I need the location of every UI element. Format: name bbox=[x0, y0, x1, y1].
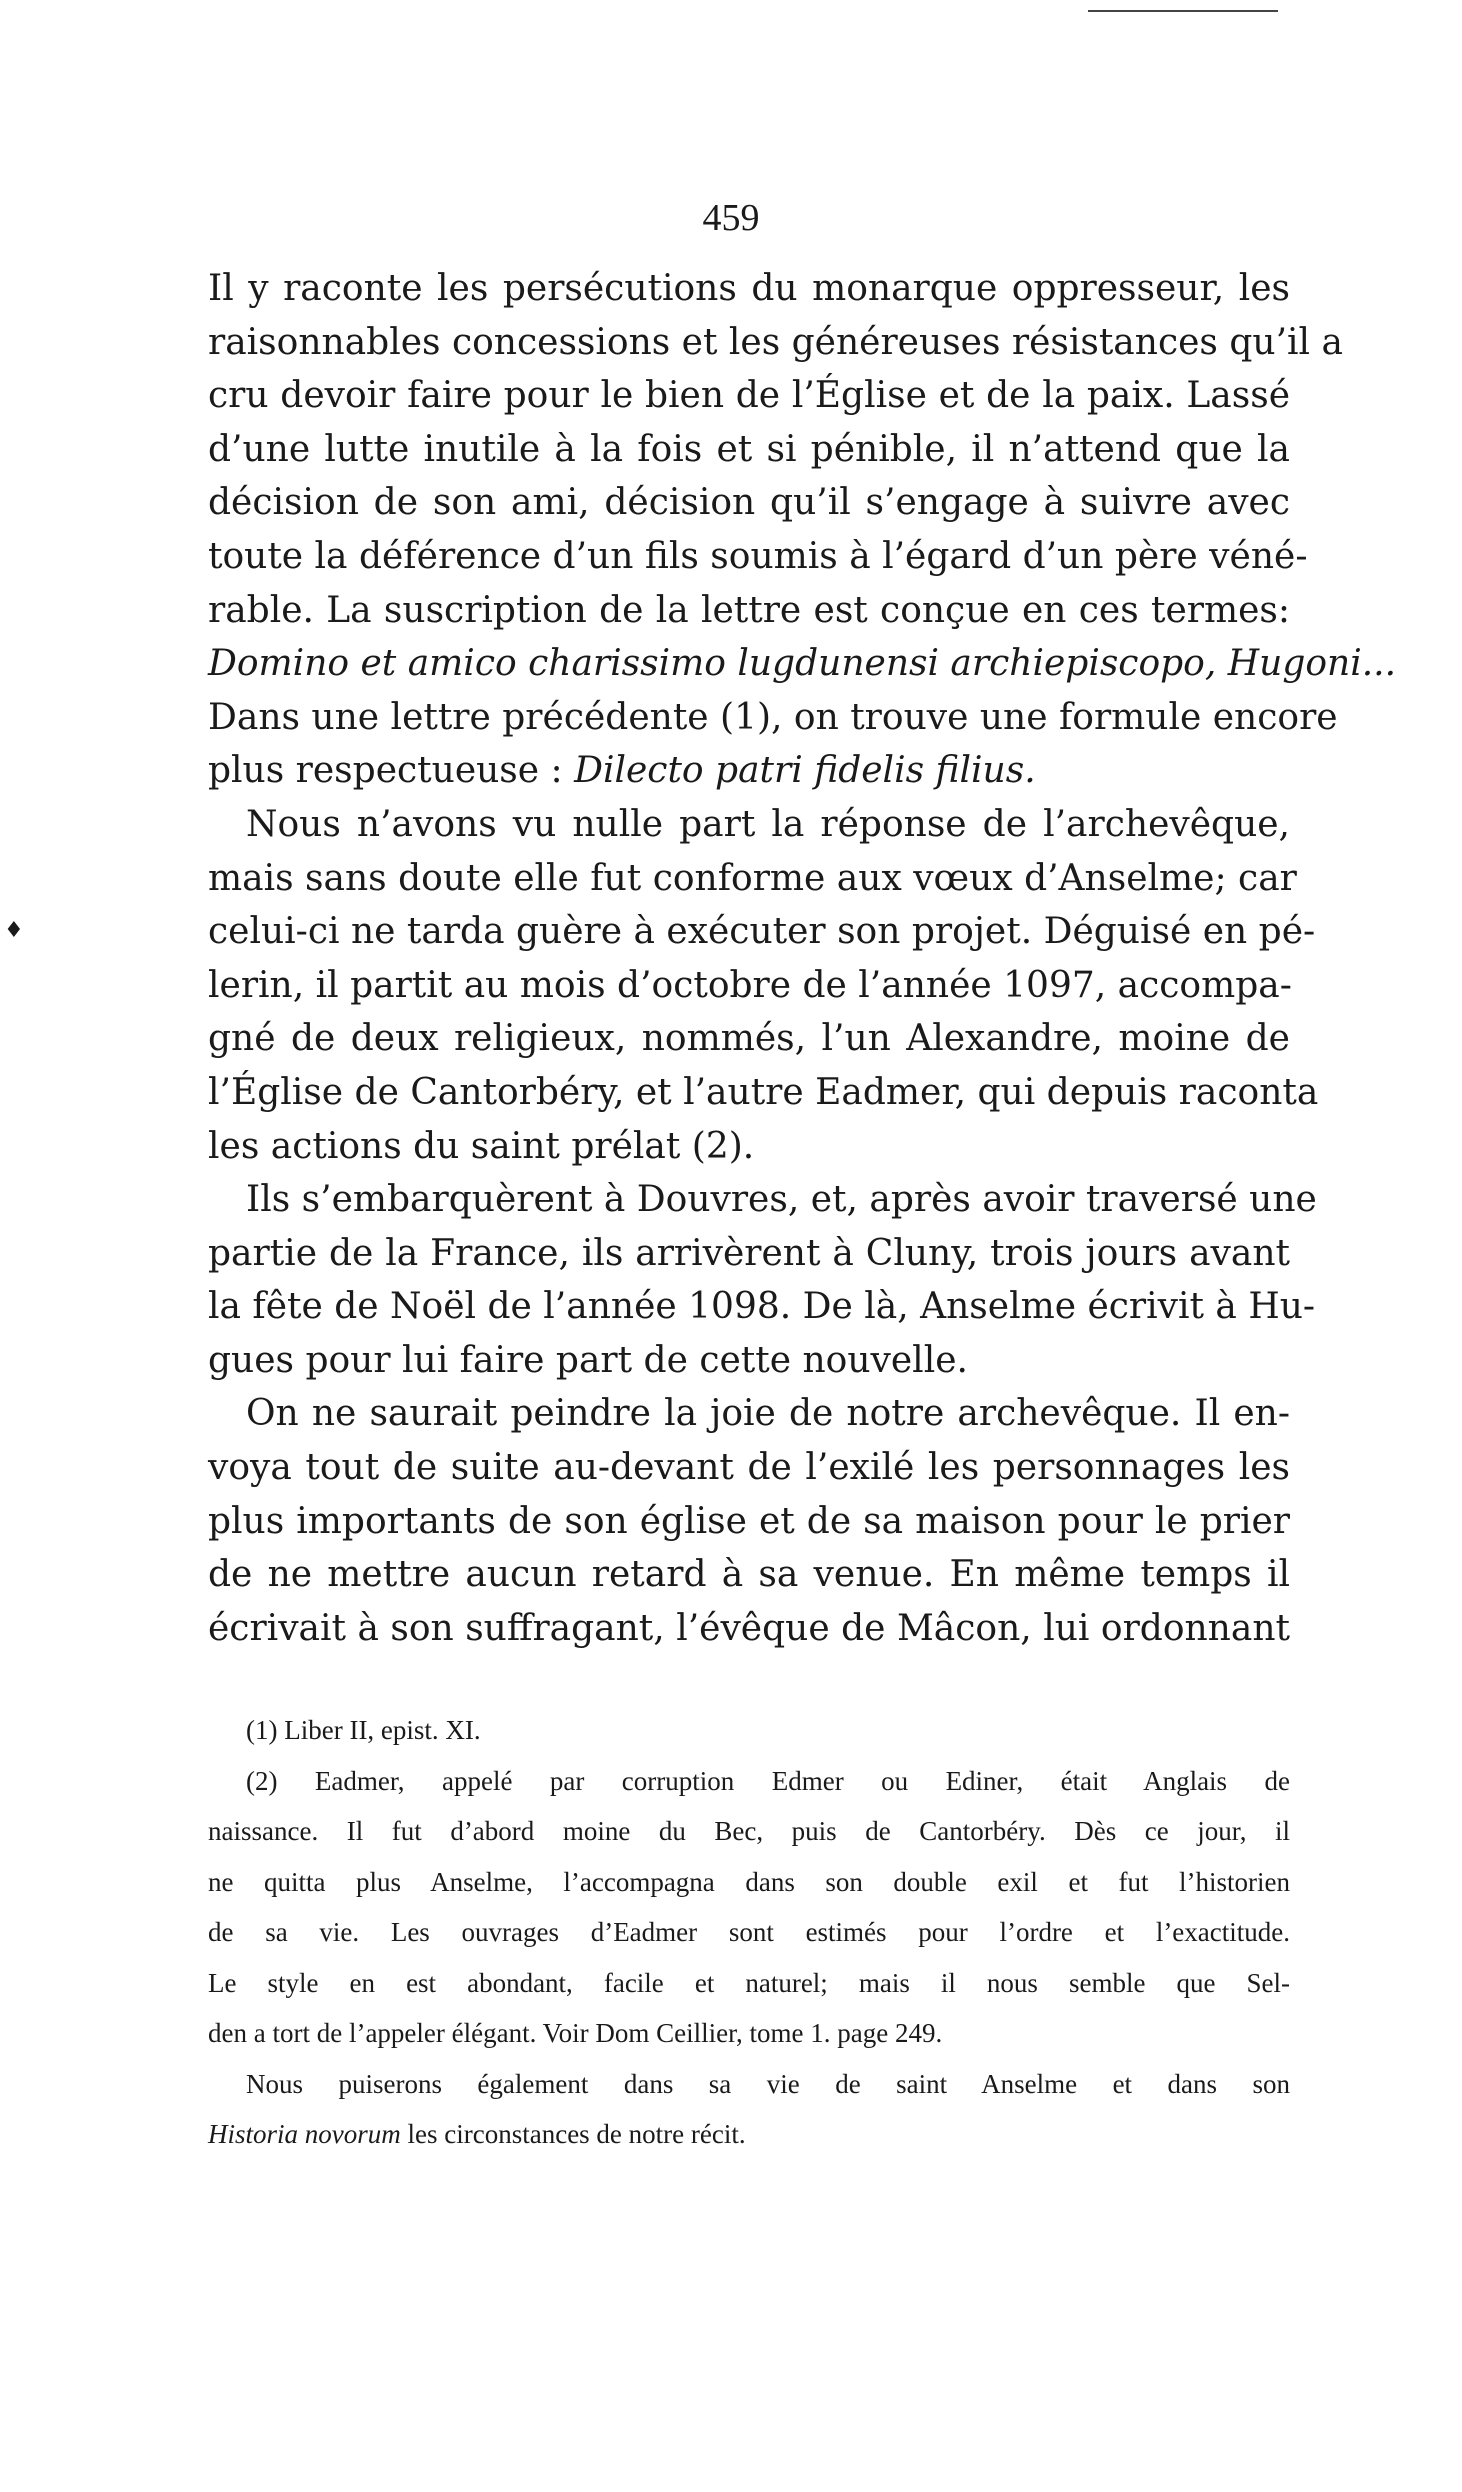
text-line: écrivait à son suffragant, l’évêque de Mâcon, lui ordonnant bbox=[208, 1607, 1290, 1649]
text-line: les actions du saint prélat (2). bbox=[208, 1125, 755, 1167]
text-line: plus importants de son église et de sa maison pour le prier bbox=[208, 1500, 1290, 1542]
text-line: lerin, il partit au mois d’octobre de l’année 1097, accompa- bbox=[208, 964, 1292, 1006]
text-line: rable. La suscription de la lettre est conçue en ces termes: bbox=[208, 589, 1290, 631]
footnote-line: Nous puiserons également dans sa vie de saint Anselme et dans son bbox=[246, 2068, 1290, 2099]
footnote-line bbox=[208, 2109, 1290, 2160]
text-line: mais sans doute elle fut conforme aux vœux d’Anselme; car bbox=[208, 857, 1297, 899]
text-line: partie de la France, ils arrivèrent à Cluny, trois jours avant bbox=[208, 1232, 1290, 1274]
text-fragment: les circonstances de notre récit. bbox=[407, 2119, 746, 2149]
margin-mark: ♦ bbox=[4, 918, 24, 943]
footnote-line: ne quitta plus Anselme, l’accompagna dans son double exil et fut l’historien bbox=[208, 1866, 1290, 1897]
text-line: la fête de Noël de l’année 1098. De là, Anselme écrivit à Hu- bbox=[208, 1286, 1316, 1328]
text-line: Ils s’embarquèrent à Douvres, et, après avoir traversé une bbox=[246, 1179, 1317, 1221]
latin-salutation-line: Domino et amico charissimo lugdunensi archiepiscopo, Hugoni... bbox=[208, 643, 1397, 685]
text-line: gné de deux religieux, nommés, l’un Alexandre, moine de bbox=[208, 1018, 1290, 1060]
text-line: raisonnables concessions et les généreuses résistances qu’il a bbox=[208, 321, 1343, 363]
text-line: l’Église de Cantorbéry, et l’autre Eadmer, qui depuis raconta bbox=[208, 1071, 1319, 1113]
footnotes bbox=[208, 1705, 1290, 2160]
top-rule bbox=[1088, 10, 1278, 12]
text-line: gues pour lui faire part de cette nouvelle. bbox=[208, 1339, 968, 1381]
text-line: voya tout de suite au-devant de l’exilé les personnages les bbox=[208, 1447, 1290, 1489]
text-line: Dans une lettre précédente (1), on trouve une formule encore bbox=[208, 696, 1338, 738]
text-line: On ne saurait peindre la joie de notre archevêque. Il en- bbox=[246, 1393, 1290, 1435]
footnote-line: (1) Liber II, epist. XI. bbox=[246, 1715, 481, 1745]
footnote-line: den a tort de l’appeler élégant. Voir Dom Ceillier, tome 1. page 249. bbox=[208, 2018, 943, 2048]
text-line: décision de son ami, décision qu’il s’engage à suivre avec bbox=[208, 482, 1290, 524]
footnote-line: Le style en est abondant, facile et naturel; mais il nous semble que Sel- bbox=[208, 1967, 1290, 1998]
body-text bbox=[208, 262, 1397, 1655]
text-line: celui-ci ne tarda guère à exécuter son projet. Déguisé en pé- bbox=[208, 911, 1316, 953]
text-line: de ne mettre aucun retard à sa venue. En même temps il bbox=[208, 1554, 1290, 1596]
text-line bbox=[208, 744, 1290, 798]
footnote-line: de sa vie. Les ouvrages d’Eadmer sont estimés pour l’ordre et l’exactitude. bbox=[208, 1917, 1290, 1947]
latin-quote: Dilecto patri fidelis filius. bbox=[574, 750, 1036, 792]
text-fragment: plus respectueuse : bbox=[208, 750, 563, 792]
text-line: d’une lutte inutile à la fois et si pénible, il n’attend que la bbox=[208, 428, 1290, 470]
footnote-line: naissance. Il fut d’abord moine du Bec, puis de Cantorbéry. Dès ce jour, il bbox=[208, 1816, 1290, 1846]
work-title: Historia novorum bbox=[208, 2119, 401, 2149]
text-line: cru devoir faire pour le bien de l’Église et de la paix. Lassé bbox=[208, 375, 1290, 417]
text-line: Il y raconte les persécutions du monarque oppresseur, les bbox=[208, 268, 1290, 309]
text-line: toute la déférence d’un fils soumis à l’égard d’un père véné- bbox=[208, 535, 1308, 577]
footnote-line: (2) Eadmer, appelé par corruption Edmer ou Ediner, était Anglais de bbox=[246, 1765, 1290, 1796]
text-line: Nous n’avons vu nulle part la réponse de l’archevêque, bbox=[246, 803, 1290, 845]
page-number: 459 bbox=[702, 197, 760, 239]
